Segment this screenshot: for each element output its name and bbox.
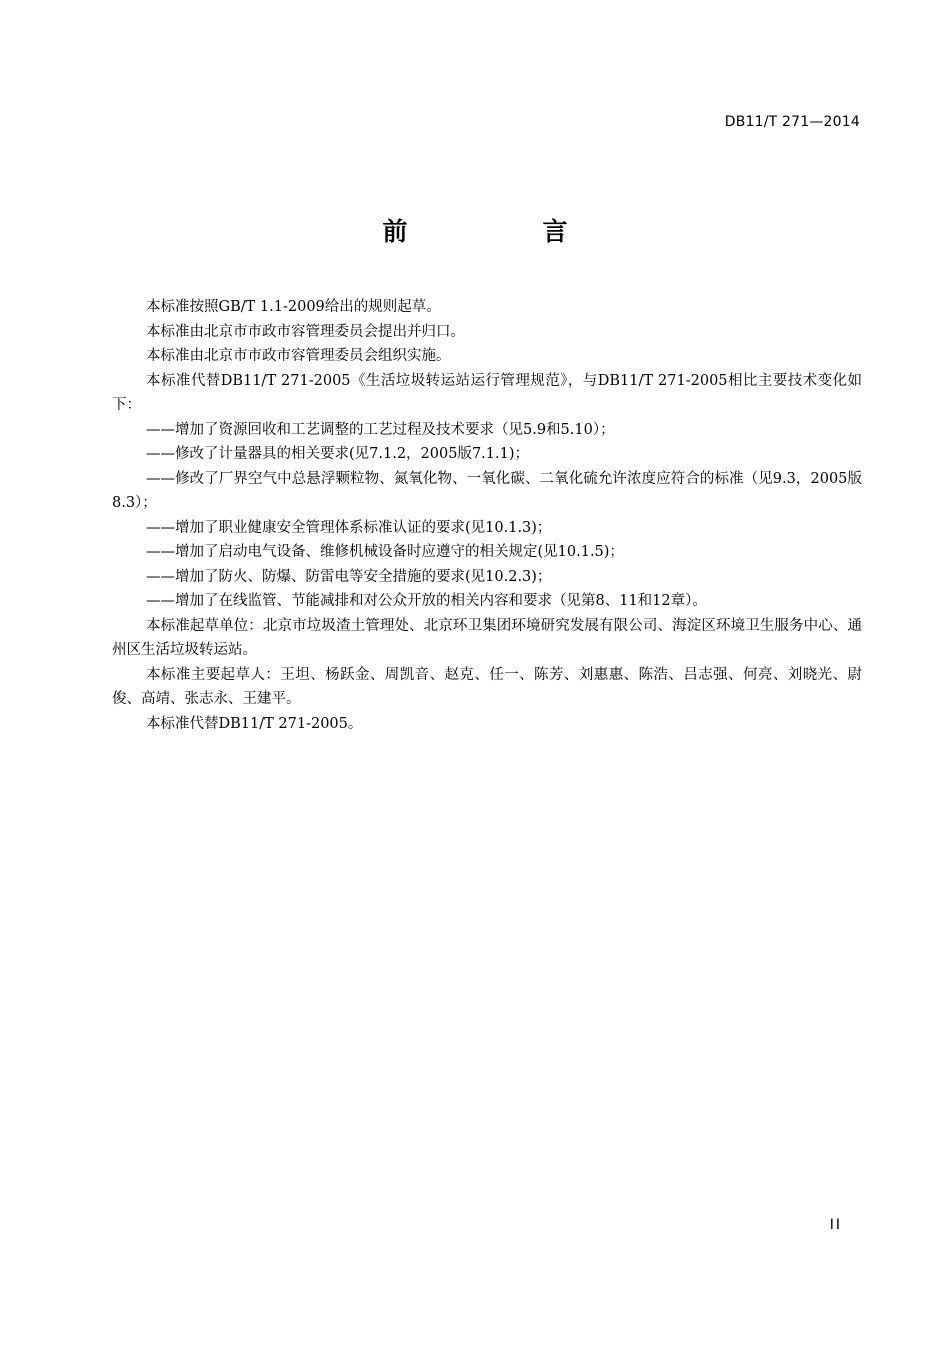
change-item: ——增加了启动电气设备、维修机械设备时应遵守的相关规定(见10.1.5)； — [146, 544, 624, 560]
change-item: ——增加了防火、防爆、防雷电等安全措施的要求(见10.2.3)； — [146, 568, 552, 585]
change-item: ——修改了计量器具的相关要求(见7.1.2，2005版7.1.1)； — [146, 446, 530, 462]
paragraph: 本标准由北京市市政市容管理委员会组织实施。 — [146, 348, 451, 364]
change-item: ——增加了职业健康安全管理体系标准认证的要求(见10.1.3)； — [146, 519, 552, 536]
change-item: ——增加了资源回收和工艺调整的工艺过程及技术要求（见5.9和5.10）； — [146, 421, 615, 438]
change-item: ——增加了在线监管、节能减排和对公众开放的相关内容和要求（见第8、11和12章）。 — [146, 593, 707, 609]
paragraph: 本标准按照GB/T 1.1-2009给出的规则起草。 — [146, 299, 441, 315]
standard-code: DB11/T 271—2014 — [724, 114, 860, 130]
drafting-units: 本标准起草单位：北京市垃圾渣土管理处、北京环卫集团环境研究发展有限公司、海淀区环境卫生服务中心、通州区生活垃圾转运站。 — [112, 617, 862, 658]
page-title: 前 言 — [382, 217, 623, 246]
page-number: II — [829, 1217, 842, 1233]
foreword-body — [112, 295, 862, 736]
change-item: ——修改了厂界空气中总悬浮颗粒物、氮氧化物、一氧化碳、二氧化硫允许浓度应符合的标准（见9.3，2005版8.3）； — [112, 470, 862, 511]
drafters: 本标准主要起草人：王坦、杨跃金、周凯音、赵克、任一、陈芳、刘惠惠、陈浩、吕志强、何亮、刘晓光、尉俊、高靖、张志永、王建平。 — [112, 666, 862, 707]
paragraph: 本标准代替DB11/T 271-2005。 — [146, 715, 363, 732]
paragraph: 本标准由北京市市政市容管理委员会提出并归口。 — [146, 323, 465, 340]
paragraph: 本标准代替DB11/T 271-2005《生活垃圾转运站运行管理规范》，与DB11/T 271-2005相比主要技术变化如下： — [112, 372, 862, 413]
